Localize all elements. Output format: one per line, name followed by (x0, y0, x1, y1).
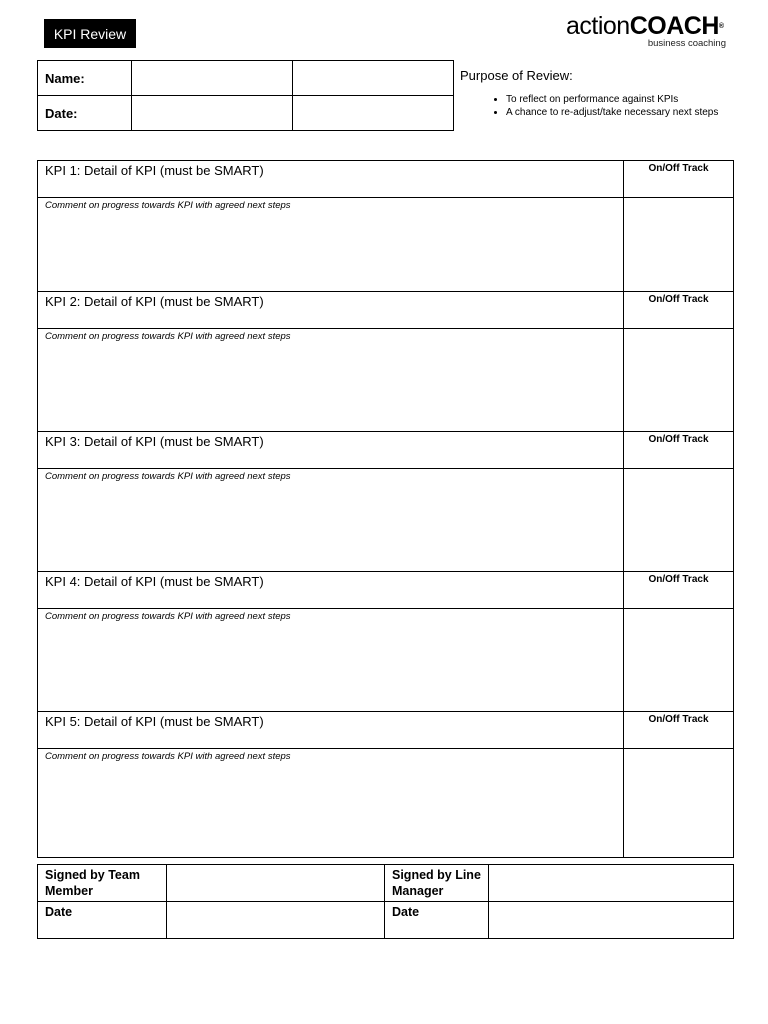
kpi-title[interactable]: KPI 1: Detail of KPI (must be SMART) (38, 161, 624, 198)
kpi-track-label: On/Off Track (624, 292, 734, 329)
kpi-track-field[interactable] (624, 469, 734, 572)
logo-trademark: ® (718, 23, 724, 30)
kpi-table (37, 160, 734, 858)
date-field[interactable] (132, 96, 293, 131)
team-member-sign-label: Signed by Team Member (38, 865, 167, 902)
signoff-table (37, 864, 734, 939)
kpi-track-field[interactable] (624, 198, 734, 292)
kpi-comment[interactable]: Comment on progress towards KPI with agreed next steps (38, 609, 624, 712)
info-table (37, 60, 454, 131)
name-label: Name: (38, 61, 132, 96)
kpi-track-label: On/Off Track (624, 572, 734, 609)
logo-action: action (566, 12, 630, 40)
team-member-date-label: Date (38, 902, 167, 939)
line-manager-date-field[interactable] (489, 902, 734, 939)
purpose-item: • To reflect on performance against KPIs (506, 93, 740, 106)
kpi-comment[interactable]: Comment on progress towards KPI with agreed next steps (38, 749, 624, 858)
line-manager-sign-label: Signed by Line Manager (385, 865, 489, 902)
team-member-date-field[interactable] (167, 902, 385, 939)
kpi-comment[interactable]: Comment on progress towards KPI with agreed next steps (38, 329, 624, 432)
name-field[interactable] (132, 61, 293, 96)
date-field-2[interactable] (293, 96, 454, 131)
purpose-list (460, 93, 740, 119)
kpi-track-label: On/Off Track (624, 161, 734, 198)
logo-tagline: business coaching (647, 38, 726, 49)
logo-coach: COACH (629, 12, 719, 40)
line-manager-sign-field[interactable] (489, 865, 734, 902)
name-field-2[interactable] (293, 61, 454, 96)
kpi-track-field[interactable] (624, 329, 734, 432)
kpi-track-field[interactable] (624, 609, 734, 712)
purpose-heading: Purpose of Review: (460, 68, 573, 83)
purpose-of-review (460, 68, 740, 119)
kpi-title[interactable]: KPI 3: Detail of KPI (must be SMART) (38, 432, 624, 469)
actioncoach-logo (566, 14, 736, 52)
line-manager-date-label: Date (385, 902, 489, 939)
page-title-badge: KPI Review (44, 19, 136, 48)
kpi-track-label: On/Off Track (624, 432, 734, 469)
purpose-item: • A chance to re-adjust/take necessary next steps (506, 106, 740, 119)
kpi-comment[interactable]: Comment on progress towards KPI with agreed next steps (38, 198, 624, 292)
date-label: Date: (38, 96, 132, 131)
kpi-track-field[interactable] (624, 749, 734, 858)
team-member-sign-field[interactable] (167, 865, 385, 902)
kpi-title[interactable]: KPI 2: Detail of KPI (must be SMART) (38, 292, 624, 329)
kpi-track-label: On/Off Track (624, 712, 734, 749)
kpi-title[interactable]: KPI 4: Detail of KPI (must be SMART) (38, 572, 624, 609)
kpi-comment[interactable]: Comment on progress towards KPI with agreed next steps (38, 469, 624, 572)
kpi-title[interactable]: KPI 5: Detail of KPI (must be SMART) (38, 712, 624, 749)
